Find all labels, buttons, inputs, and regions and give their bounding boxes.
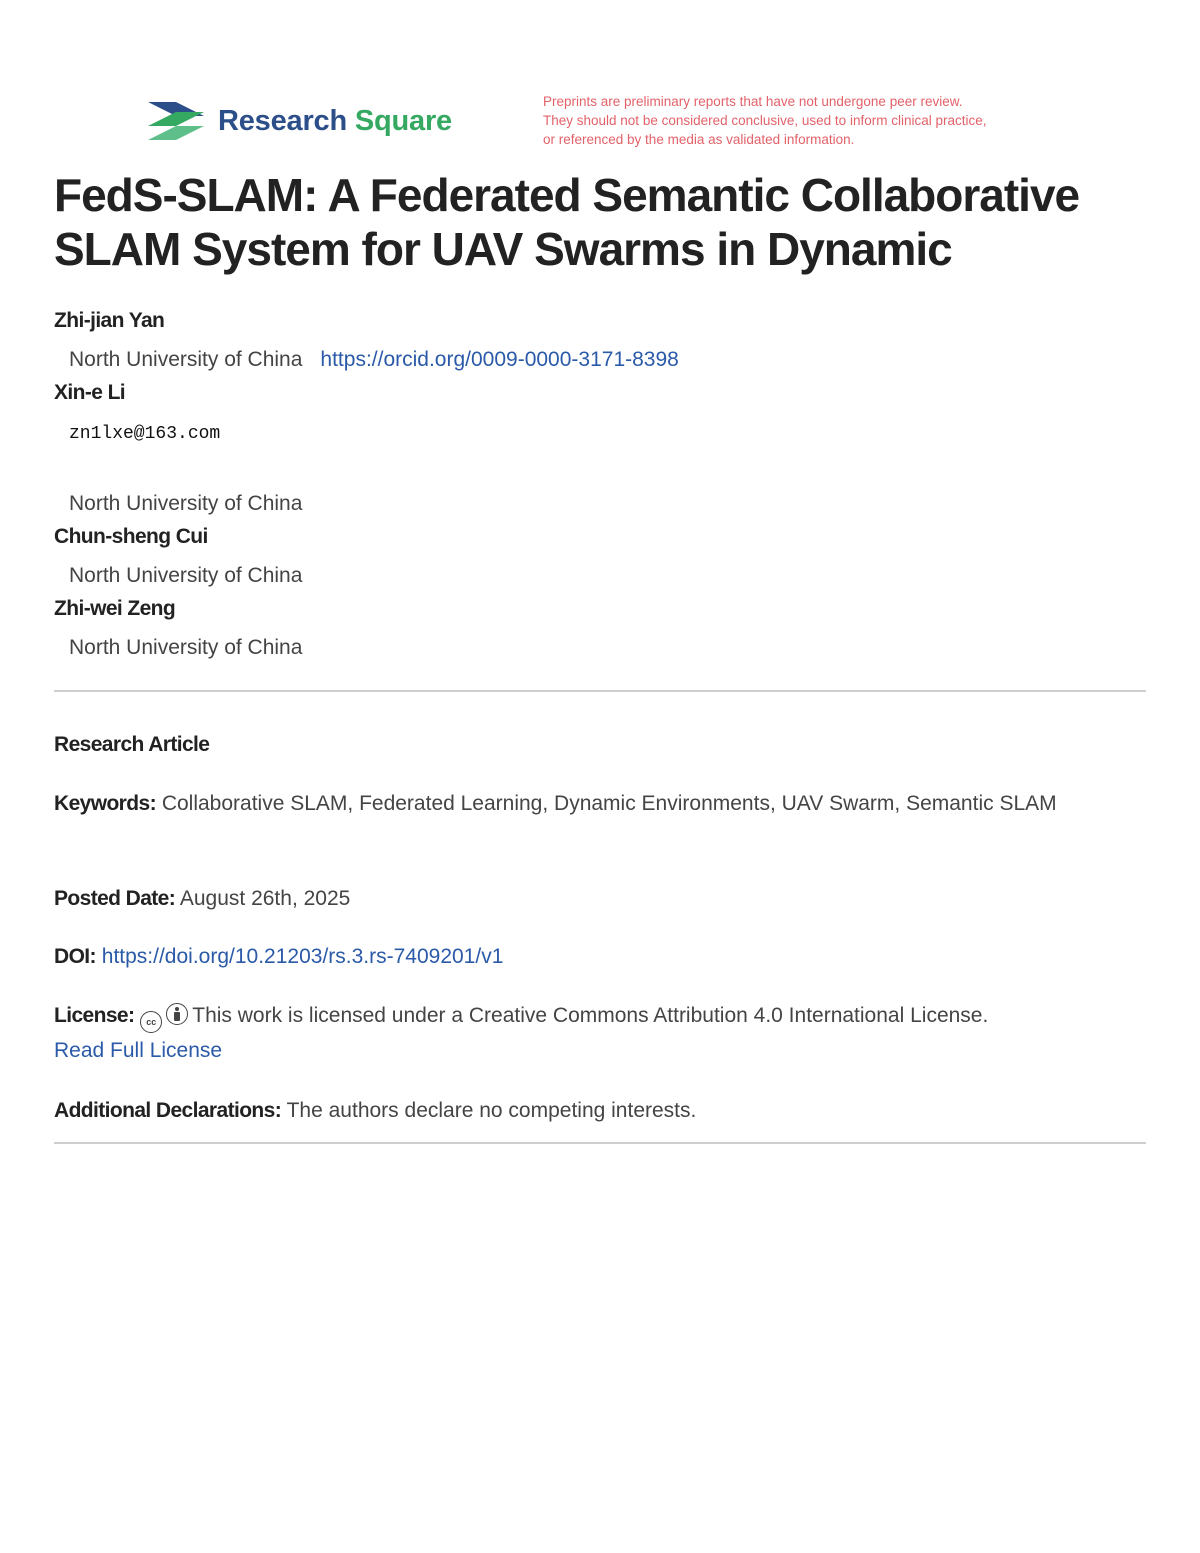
research-square-logo[interactable] [146,97,452,145]
declarations-value: The authors declare no competing interests. [286,1099,697,1122]
declarations-label: Additional Declarations: [54,1099,282,1122]
author-email[interactable]: zn1lxe@163.com [69,424,221,444]
license-section [54,998,1114,1068]
declarations-section [54,1093,1114,1128]
author-affiliation: North University of China [69,348,303,371]
logo-word-research: Research [218,104,347,137]
author-affiliation: North University of China [69,564,303,587]
author-name: Chun-sheng Cui [54,525,208,548]
license-label: License: [54,1004,135,1027]
author-name: Zhi-jian Yan [54,309,165,332]
author-name: Zhi-wei Zeng [54,597,176,620]
attribution-icon [166,1003,188,1025]
doi-label: DOI: [54,945,96,968]
creative-commons-icon: cc [140,1011,162,1033]
author-name: Xin-e Li [54,381,126,404]
divider [54,1142,1146,1144]
posted-date-section [54,881,1114,916]
article-type: Research Article [54,733,210,756]
read-full-license-link[interactable]: Read Full License [54,1039,223,1062]
logo-word-square: Square [354,104,452,137]
disclaimer-line: Preprints are preliminary reports that have not undergone peer review. [543,94,963,109]
author-list [54,306,1144,666]
posted-date-label: Posted Date: [54,887,176,910]
posted-date-value: August 26th, 2025 [179,887,351,910]
keywords-section [54,786,1114,821]
logo-wordmark [218,105,452,138]
orcid-link[interactable]: https://orcid.org/0009-0000-3171-8398 [320,348,679,371]
preprint-disclaimer [543,92,1143,149]
license-text: This work is licensed under a Creative Commons Attribution 4.0 International License. [192,1004,989,1027]
doi-link[interactable]: https://doi.org/10.21203/rs.3.rs-7409201/v1 [101,945,504,968]
disclaimer-line: They should not be considered conclusive, used to inform clinical practice, [543,113,987,128]
keywords-value: Collaborative SLAM, Federated Learning, Dynamic Environments, UAV Swarm, Semantic SLAM [161,792,1057,815]
author-affiliation: North University of China [69,636,303,659]
author-affiliation: North University of China [69,492,303,515]
keywords-label: Keywords: [54,792,156,815]
divider [54,690,1146,692]
disclaimer-line: or referenced by the media as validated information. [543,132,855,147]
author-affiliation-row [54,342,1144,378]
research-square-logo-icon [146,98,206,144]
paper-title: FedS-SLAM: A Federated Semantic Collaborative SLAM System for UAV Swarms in Dynamic [54,169,1080,275]
doi-section [54,939,1114,974]
